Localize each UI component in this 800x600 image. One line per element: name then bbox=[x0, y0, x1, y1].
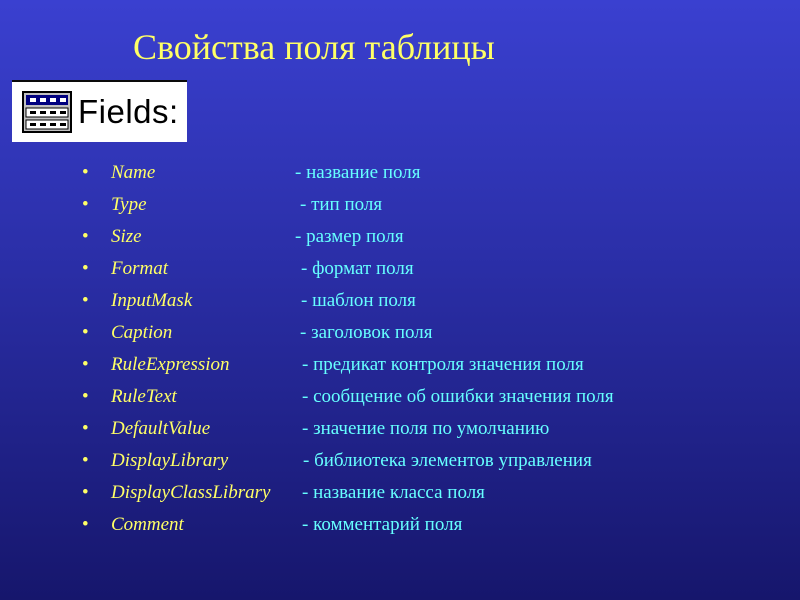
property-description: - шаблон поля bbox=[301, 290, 416, 311]
bullet-icon: • bbox=[82, 290, 89, 311]
list-item bbox=[0, 478, 760, 508]
list-item bbox=[0, 158, 760, 188]
fields-toolbar-image bbox=[12, 80, 187, 142]
property-description: - заголовок поля bbox=[300, 322, 433, 343]
property-description: - значение поля по умолчанию bbox=[302, 418, 550, 439]
bullet-icon: • bbox=[82, 162, 89, 183]
fields-grid-icon bbox=[22, 91, 72, 133]
property-description: - формат поля bbox=[301, 258, 414, 279]
list-item bbox=[0, 190, 760, 220]
bullet-icon: • bbox=[82, 418, 89, 439]
property-name: Size bbox=[111, 226, 142, 247]
list-item bbox=[0, 382, 760, 412]
bullet-icon: • bbox=[82, 450, 89, 471]
property-name: Type bbox=[111, 194, 147, 215]
property-name: Format bbox=[111, 258, 168, 279]
property-name: Comment bbox=[111, 514, 184, 535]
property-description: - название класса поля bbox=[302, 482, 485, 503]
list-item bbox=[0, 318, 760, 348]
property-description: - размер поля bbox=[295, 226, 404, 247]
bullet-icon: • bbox=[82, 482, 89, 503]
list-item bbox=[0, 350, 760, 380]
property-description: - сообщение об ошибки значения поля bbox=[302, 386, 614, 407]
property-description: - предикат контроля значения поля bbox=[302, 354, 584, 375]
property-description: - комментарий поля bbox=[302, 514, 463, 535]
list-item bbox=[0, 446, 760, 476]
bullet-icon: • bbox=[82, 194, 89, 215]
bullet-icon: • bbox=[82, 226, 89, 247]
property-description: - название поля bbox=[295, 162, 421, 183]
property-name: InputMask bbox=[111, 290, 193, 311]
list-item bbox=[0, 254, 760, 284]
bullet-icon: • bbox=[82, 322, 89, 343]
property-name: Name bbox=[111, 162, 156, 183]
list-item bbox=[0, 414, 760, 444]
property-description: - тип поля bbox=[300, 194, 383, 215]
property-description: - библиотека элементов управления bbox=[303, 450, 592, 471]
bullet-icon: • bbox=[82, 258, 89, 279]
list-item bbox=[0, 286, 760, 316]
property-name: DisplayLibrary bbox=[111, 450, 229, 471]
slide-title: Свойства поля таблицы bbox=[133, 27, 495, 67]
bullet-icon: • bbox=[82, 386, 89, 407]
fields-label: Fields: bbox=[78, 93, 179, 130]
list-item bbox=[0, 222, 760, 252]
list-item bbox=[0, 510, 760, 540]
property-name: DefaultValue bbox=[111, 418, 211, 439]
property-name: DisplayClassLibrary bbox=[111, 482, 271, 503]
property-name: Caption bbox=[111, 322, 173, 343]
bullet-icon: • bbox=[82, 354, 89, 375]
property-name: RuleExpression bbox=[111, 354, 230, 375]
bullet-icon: • bbox=[82, 514, 89, 535]
property-name: RuleText bbox=[111, 386, 177, 407]
